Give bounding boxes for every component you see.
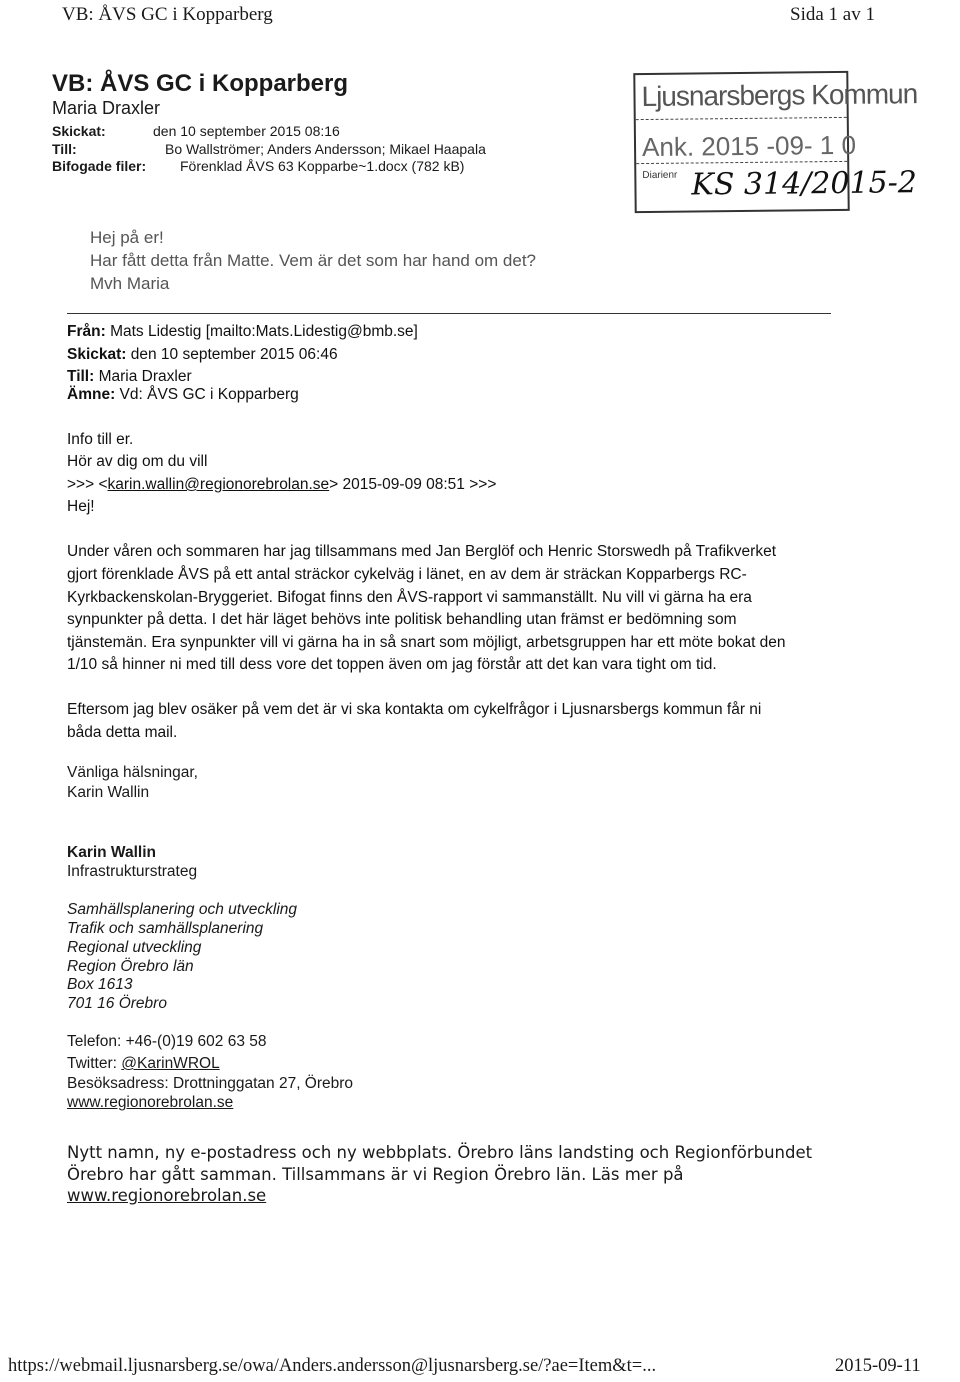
stamp-title: Ljusnarsbergs Kommun	[641, 78, 918, 113]
message-greeting: Hej på er!	[90, 228, 164, 247]
signature-address: Besöksadress: Drottninggatan 27, Örebro	[67, 1075, 354, 1092]
till-label: Till:	[52, 141, 77, 157]
message-signoff: Mvh Maria	[90, 274, 170, 293]
twitter-handle-link[interactable]: @KarinWROL	[121, 1055, 220, 1072]
body-line: tjänstemän. Era synpunkter vill vi gärna ha in så snart som möjligt, arbetsgruppen har ett möte bokat den	[67, 634, 786, 651]
forward-subject-value: Vd: ÅVS GC i Kopparberg	[119, 386, 299, 403]
body-line: synpunkter på detta. I det här läget behövs inte politisk behandling utan främst er bedömning som	[67, 611, 737, 628]
signature-org-line: Region Örebro län	[67, 958, 194, 975]
twitter-label: Twitter:	[67, 1055, 122, 1072]
forward-to-value: Maria Draxler	[98, 368, 192, 385]
quote-email-link[interactable]: karin.wallin@regionorebrolan.se	[107, 476, 330, 493]
signature-name: Karin Wallin	[67, 844, 156, 861]
forward-to-label: Till:	[67, 368, 95, 385]
forward-subject-label: Ämne:	[67, 386, 116, 403]
signature-twitter	[67, 1055, 220, 1073]
closing-name: Karin Wallin	[67, 784, 150, 801]
forward-request: Hör av dig om du vill	[67, 453, 208, 470]
forward-info: Info till er.	[67, 431, 134, 448]
separator-rule	[67, 313, 831, 314]
body-line: Eftersom jag blev osäker på vem det är vi ska kontakta om cykelfrågor i Ljusnarsbergs kommun får ni	[67, 701, 762, 718]
signature-title: Infrastrukturstrateg	[67, 863, 198, 880]
closing-greeting: Vänliga hälsningar,	[67, 764, 198, 781]
forward-sent-label: Skickat:	[67, 346, 127, 363]
forward-sent-value: den 10 september 2015 06:46	[130, 346, 338, 363]
page-header-title: VB: ÅVS GC i Kopparberg	[62, 4, 273, 25]
signature-org-line: Samhällsplanering och utveckling	[67, 901, 298, 918]
quote-greeting: Hej!	[67, 498, 95, 515]
forward-from-label: Från:	[67, 323, 106, 340]
body-line: gjort förenklade ÅVS på ett antal sträckor cykelväg i länet, en av dem är sträckan Kopparbergs RC-	[67, 566, 747, 583]
body-line: båda detta mail.	[67, 724, 178, 741]
registration-stamp	[633, 71, 918, 213]
signature-org-line: Box 1613	[67, 976, 133, 993]
attachment-link[interactable]: Förenklad ÅVS 63 Kopparbe~1.docx (782 kB)	[180, 158, 465, 174]
stamp-date: Ank. 2015 -09- 1 0	[641, 129, 857, 163]
forward-subject	[67, 386, 299, 404]
forward-from	[67, 323, 418, 341]
page-footer-url: https://webmail.ljusnarsberg.se/owa/Anders.andersson@ljusnarsberg.se/?ae=Item&t=...	[8, 1356, 657, 1376]
forward-sent	[67, 346, 338, 364]
message-question: Har fått detta från Matte. Vem är det som har hand om det?	[90, 251, 537, 270]
till-value: Bo Wallströmer; Anders Andersson; Mikael Haapala	[165, 141, 486, 157]
signature-org-line: 701 16 Örebro	[67, 995, 167, 1012]
quote-header	[67, 476, 496, 494]
signature-org-line: Trafik och samhällsplanering	[67, 920, 264, 937]
bifogade-label: Bifogade filer:	[52, 158, 147, 174]
signature-org-line: Regional utveckling	[67, 939, 202, 956]
page-header-page-number: Sida 1 av 1	[790, 4, 875, 25]
skickat-label: Skickat:	[52, 123, 106, 139]
skickat-value: den 10 september 2015 08:16	[153, 123, 340, 139]
notice-line: Nytt namn, ny e-postadress och ny webbplats. Örebro läns landsting och Regionförbundet	[67, 1143, 813, 1162]
email-subject: VB: ÅVS GC i Kopparberg	[52, 70, 349, 97]
notice-link[interactable]: www.regionorebrolan.se	[67, 1186, 267, 1205]
quote-prefix: >>> <	[67, 476, 108, 493]
stamp-handwritten-number: KS 314/2015-2	[691, 165, 918, 203]
signature-phone: Telefon: +46-(0)19 602 63 58	[67, 1033, 267, 1050]
stamp-label: Diarienr	[642, 169, 678, 182]
page-footer-date: 2015-09-11	[835, 1356, 921, 1376]
body-line: 1/10 så hinner ni med till dess vore det toppen även om jag förstår att det kan vara tight om tid.	[67, 656, 717, 673]
email-sender: Maria Draxler	[52, 98, 161, 118]
body-line: Under våren och sommaren har jag tillsammans med Jan Berglöf och Henric Storswedh på Trafikverket	[67, 543, 777, 560]
quote-suffix: > 2015-09-09 08:51 >>>	[329, 476, 497, 493]
notice-line: Örebro har gått samman. Tillsammans är vi Region Örebro län. Läs mer på	[67, 1165, 684, 1184]
forward-to	[67, 368, 192, 386]
body-line: Kyrkbackenskolan-Bryggeriet. Bifogat finns den ÅVS-rapport vi sammanställt. Nu vill vi gärna ha era	[67, 589, 752, 606]
forward-from-value: Mats Lidestig [mailto:Mats.Lidestig@bmb.se]	[110, 323, 418, 340]
signature-web-link[interactable]: www.regionorebrolan.se	[67, 1094, 234, 1111]
